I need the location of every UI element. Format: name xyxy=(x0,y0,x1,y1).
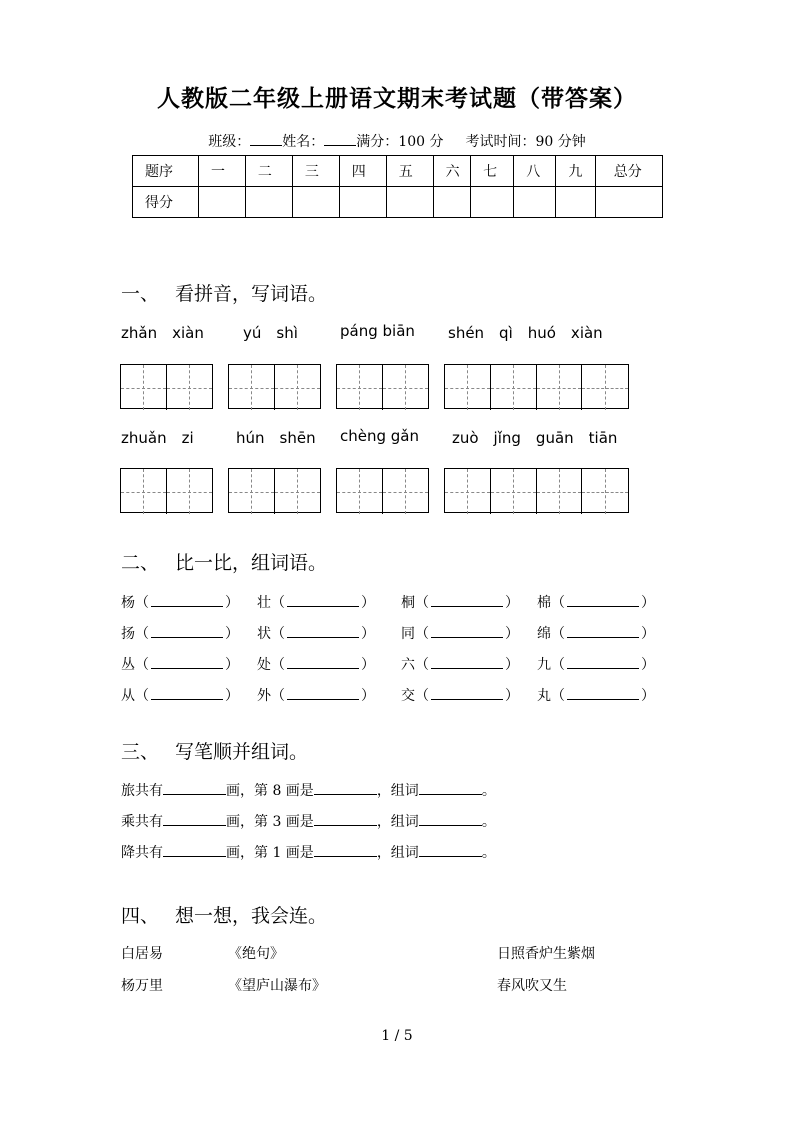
answer-blank[interactable] xyxy=(151,627,223,638)
score-header-cell: 一 xyxy=(198,156,245,187)
section1-number: 一、 xyxy=(121,283,160,305)
score-input-cell[interactable] xyxy=(386,187,433,218)
answer-blank[interactable] xyxy=(419,815,482,826)
score-table xyxy=(132,155,663,218)
score-input-cell[interactable] xyxy=(433,187,470,218)
answer-blank[interactable] xyxy=(151,596,223,607)
section1-title xyxy=(121,279,327,306)
answer-blank[interactable] xyxy=(163,846,226,857)
score-input-cell[interactable] xyxy=(339,187,386,218)
answer-blank[interactable] xyxy=(431,627,503,638)
section3-title xyxy=(121,737,308,764)
stroke-question: 旅共有 画，第 8 画是 ，组词 。 xyxy=(121,783,496,799)
section4-number: 四、 xyxy=(121,905,160,927)
stroke-question: 降共有 画，第 1 画是 ，组词 。 xyxy=(121,845,496,861)
page-number: 1 / 5 xyxy=(381,1028,413,1044)
score-header-cell: 七 xyxy=(471,156,514,187)
exam-meta xyxy=(0,131,794,151)
score-table-score-row xyxy=(133,187,663,218)
writing-grid[interactable] xyxy=(336,468,429,513)
answer-blank[interactable] xyxy=(419,846,482,857)
score-header-cell: 九 xyxy=(556,156,595,187)
compare-item: 交（ ） xyxy=(401,688,519,704)
compare-item: 九（ ） xyxy=(537,657,655,673)
answer-blank[interactable] xyxy=(567,658,639,669)
compare-item: 状（ ） xyxy=(257,626,375,642)
pinyin-label: hún shēn xyxy=(236,429,316,447)
match-line[interactable]: 日照香炉生紫烟 xyxy=(497,946,595,962)
answer-blank[interactable] xyxy=(151,689,223,700)
score-input-cell[interactable] xyxy=(198,187,245,218)
score-row-label: 得分 xyxy=(133,187,199,218)
pinyin-label: páng biān xyxy=(340,322,415,340)
pinyin-label: yú shì xyxy=(243,324,298,342)
score-input-cell[interactable] xyxy=(245,187,292,218)
score-input-cell[interactable] xyxy=(514,187,556,218)
match-line[interactable]: 春风吹又生 xyxy=(497,978,567,994)
score-input-cell[interactable] xyxy=(471,187,514,218)
answer-blank[interactable] xyxy=(287,689,359,700)
compare-item: 扬（ ） xyxy=(121,626,239,642)
writing-grid[interactable] xyxy=(120,364,213,409)
score-header-cell: 八 xyxy=(514,156,556,187)
pinyin-label: zhuǎn zi xyxy=(121,429,194,447)
section2-number: 二、 xyxy=(121,552,160,574)
exam-time: 考试时间：90 分钟 xyxy=(465,134,586,150)
compare-item: 杨（ ） xyxy=(121,595,239,611)
page-title: 人教版二年级上册语文期末考试题（带答案） xyxy=(157,86,637,112)
match-poem[interactable]: 《绝句》 xyxy=(228,946,284,962)
pinyin-label: shén qì huó xiàn xyxy=(448,324,603,342)
answer-blank[interactable] xyxy=(287,658,359,669)
stroke-question: 乘共有 画，第 3 画是 ，组词 。 xyxy=(121,814,496,830)
pinyin-label: zuò jǐng guān tiān xyxy=(452,429,618,447)
answer-blank[interactable] xyxy=(567,596,639,607)
full-score: 满分：100 分 xyxy=(356,134,444,150)
answer-blank[interactable] xyxy=(567,627,639,638)
score-input-cell[interactable] xyxy=(595,187,662,218)
answer-blank[interactable] xyxy=(431,596,503,607)
answer-blank[interactable] xyxy=(431,689,503,700)
score-header-cell: 二 xyxy=(245,156,292,187)
compare-item: 六（ ） xyxy=(401,657,519,673)
section1-text: 看拼音，写词语。 xyxy=(175,283,328,305)
score-header-cell: 总分 xyxy=(595,156,662,187)
answer-blank[interactable] xyxy=(314,815,377,826)
class-label: 班级： xyxy=(208,134,251,150)
writing-grid[interactable] xyxy=(228,364,321,409)
section4-title xyxy=(121,901,327,928)
score-input-cell[interactable] xyxy=(292,187,339,218)
section2-title xyxy=(121,548,327,575)
answer-blank[interactable] xyxy=(567,689,639,700)
compare-item: 壮（ ） xyxy=(257,595,375,611)
score-table-header-row xyxy=(133,156,663,187)
writing-grid[interactable] xyxy=(120,468,213,513)
score-header-cell: 四 xyxy=(339,156,386,187)
name-blank xyxy=(324,133,356,146)
answer-blank[interactable] xyxy=(287,627,359,638)
answer-blank[interactable] xyxy=(163,815,226,826)
score-header-cell: 三 xyxy=(292,156,339,187)
section3-number: 三、 xyxy=(121,741,160,763)
answer-blank[interactable] xyxy=(419,784,482,795)
compare-item: 棉（ ） xyxy=(537,595,655,611)
match-author[interactable]: 白居易 xyxy=(121,946,163,962)
score-header-cell: 五 xyxy=(386,156,433,187)
score-header-cell: 题序 xyxy=(133,156,199,187)
compare-item: 丛（ ） xyxy=(121,657,239,673)
class-blank xyxy=(250,133,282,146)
compare-item: 绵（ ） xyxy=(537,626,655,642)
compare-item: 外（ ） xyxy=(257,688,375,704)
answer-blank[interactable] xyxy=(314,784,377,795)
answer-blank[interactable] xyxy=(431,658,503,669)
compare-item: 丸（ ） xyxy=(537,688,655,704)
compare-item: 从（ ） xyxy=(121,688,239,704)
pinyin-label: zhǎn xiàn xyxy=(121,324,204,342)
writing-grid[interactable] xyxy=(444,468,629,513)
answer-blank[interactable] xyxy=(151,658,223,669)
name-label: 姓名： xyxy=(282,134,325,150)
section4-text: 想一想，我会连。 xyxy=(175,905,328,927)
compare-item: 桐（ ） xyxy=(401,595,519,611)
writing-grid[interactable] xyxy=(228,468,321,513)
match-poem[interactable]: 《望庐山瀑布》 xyxy=(228,978,326,994)
compare-item: 同（ ） xyxy=(401,626,519,642)
writing-grid[interactable] xyxy=(444,364,629,409)
score-input-cell[interactable] xyxy=(556,187,595,218)
match-author[interactable]: 杨万里 xyxy=(121,978,163,994)
section3-text: 写笔顺并组词。 xyxy=(175,741,309,763)
section2-text: 比一比，组词语。 xyxy=(175,552,328,574)
compare-item: 处（ ） xyxy=(257,657,375,673)
pinyin-label: chèng gǎn xyxy=(340,427,419,445)
answer-blank[interactable] xyxy=(287,596,359,607)
answer-blank[interactable] xyxy=(314,846,377,857)
writing-grid[interactable] xyxy=(336,364,429,409)
answer-blank[interactable] xyxy=(163,784,226,795)
score-header-cell: 六 xyxy=(433,156,470,187)
